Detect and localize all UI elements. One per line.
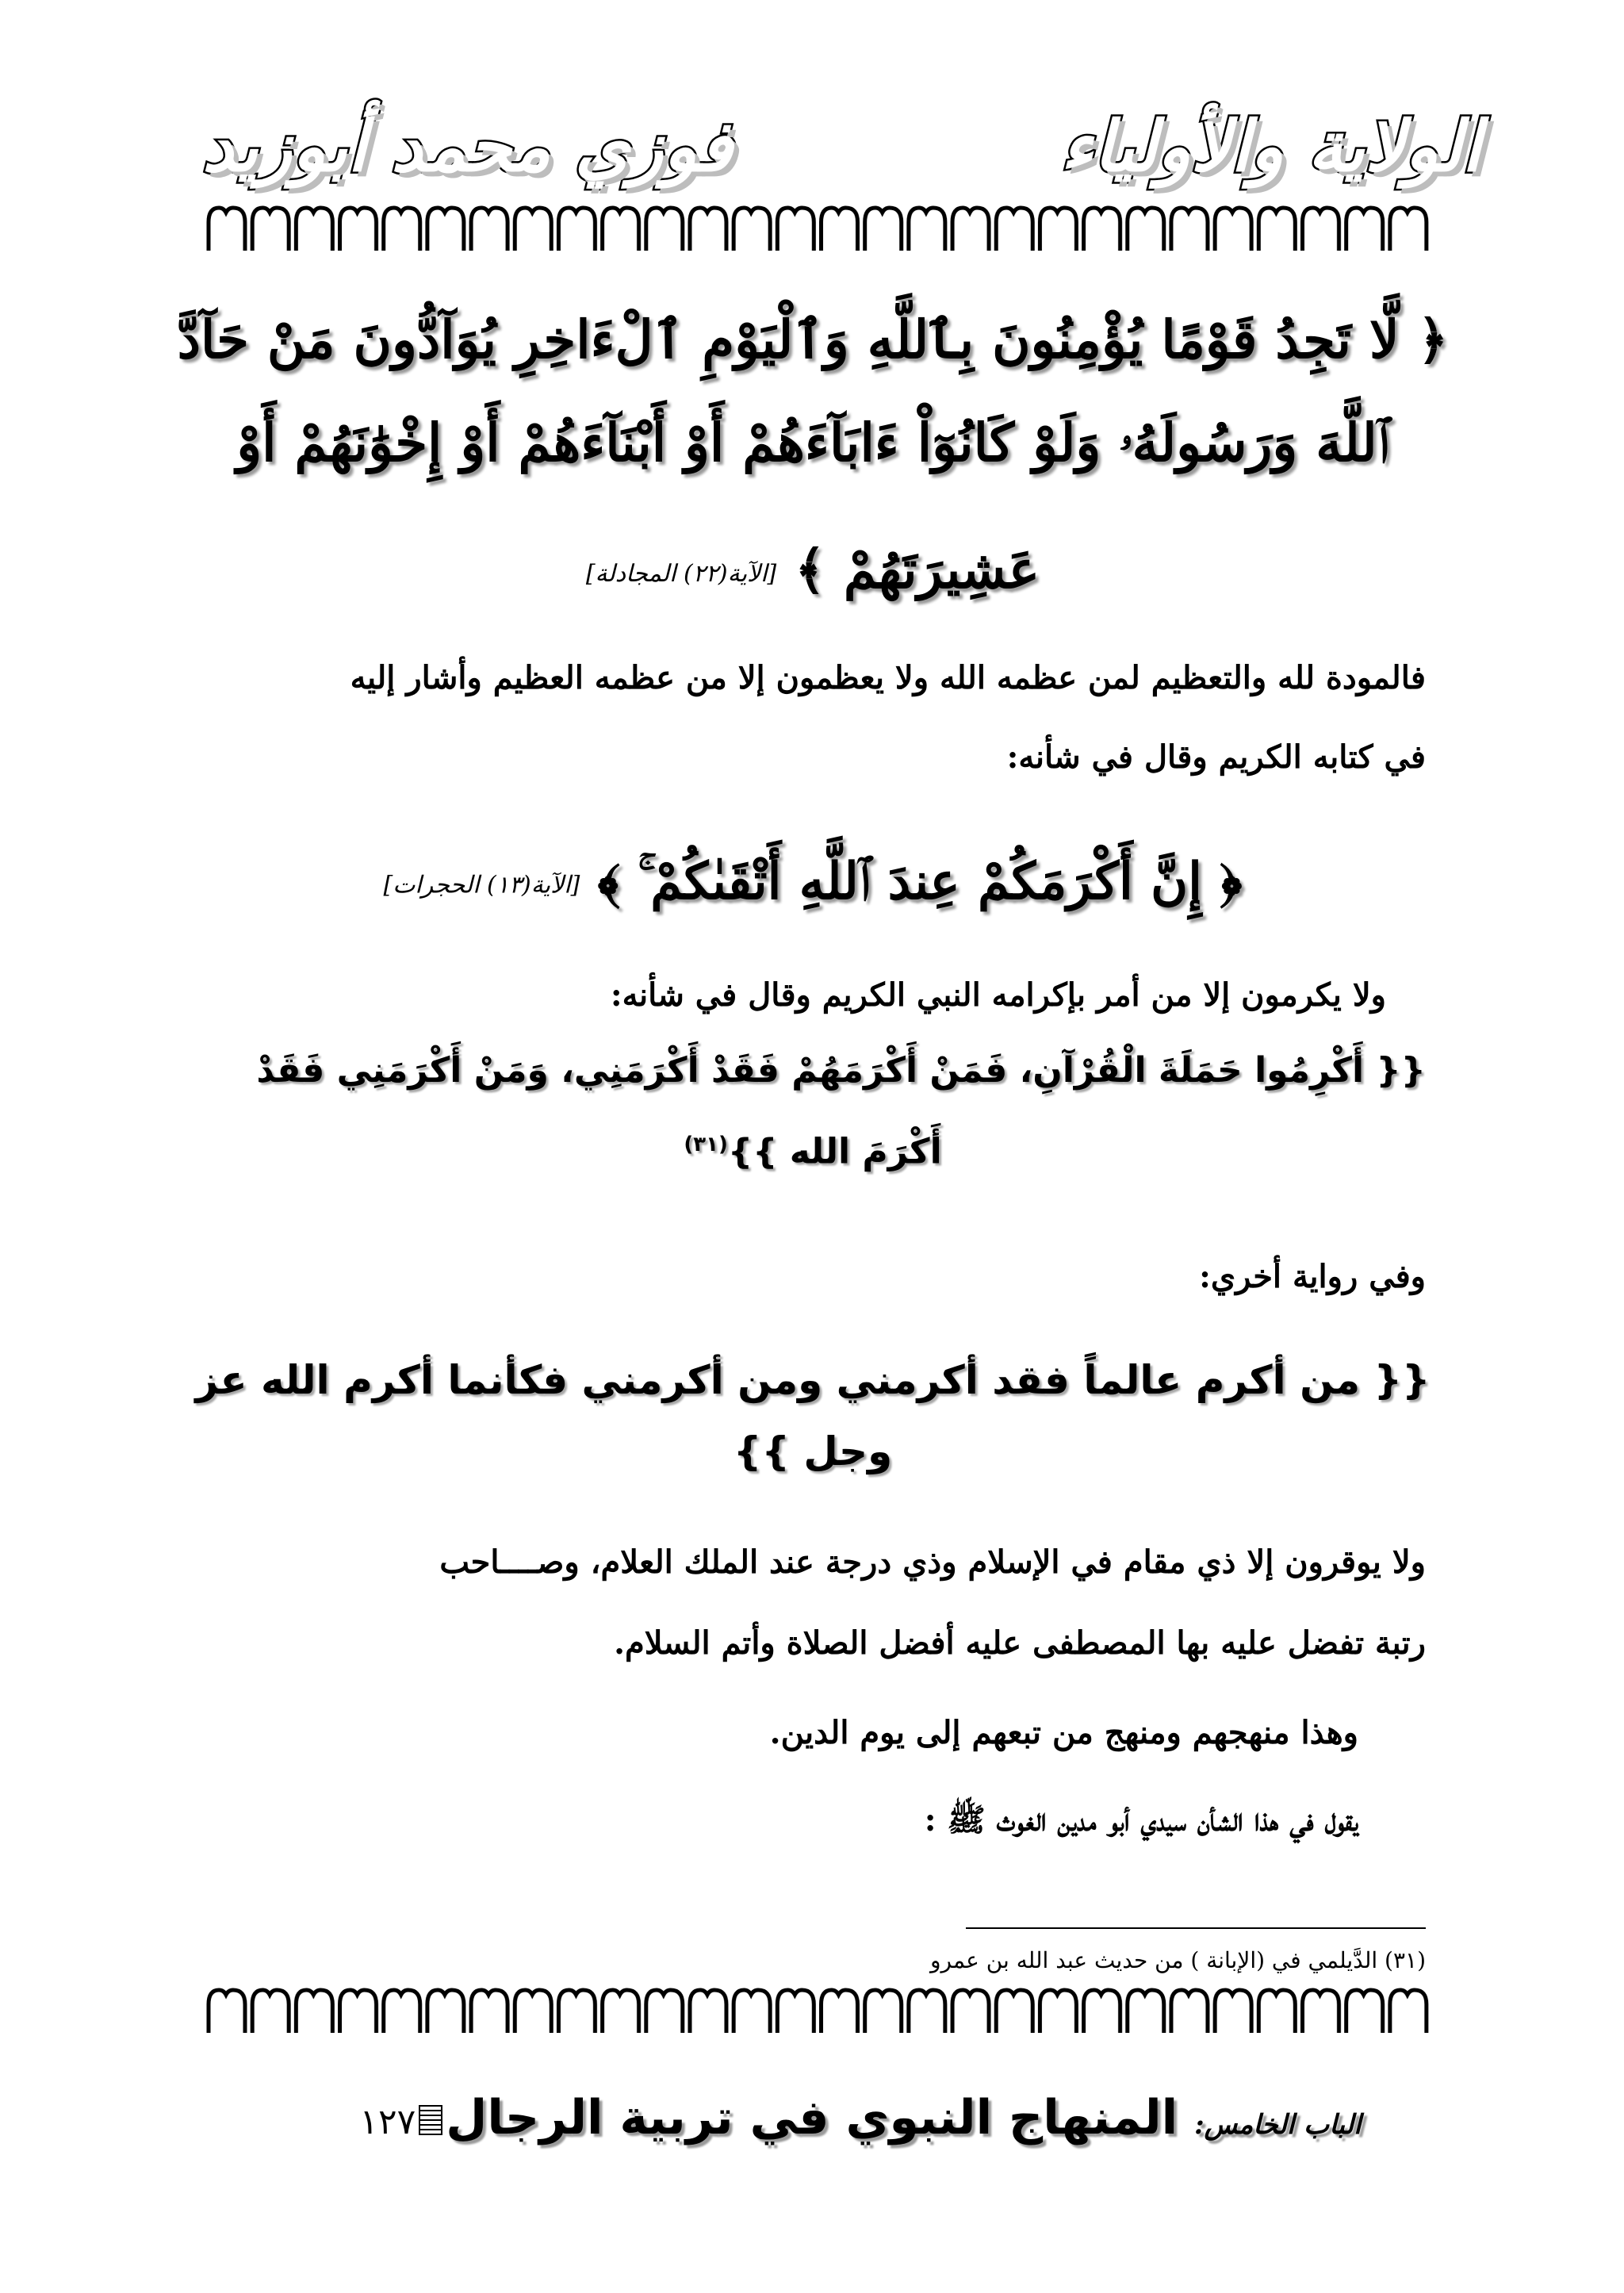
para-1-line-2: في كتابه الكريم وقال في شأنه: — [1006, 738, 1426, 776]
footnote-text: الدَّيلمي في (الإبانة ) من حديث عبد الله بن عمرو — [929, 1947, 1378, 1973]
para-1-line-1: فالمودة لله والتعظيم لمن عظمه الله ولا يعظمون إلا من عظمه العظيم وأشار إليه — [350, 659, 1426, 696]
footnote-number: (٣١) — [1385, 1947, 1426, 1973]
para-4-line-1: ولا يوقرون إلا ذي مقام في الإسلام وذي درجة عند الملك العلام، وصــــاحب — [439, 1543, 1426, 1581]
footnote — [929, 1947, 1426, 1973]
verse-2-text: ﴿ إِنَّ أَكْرَمَكُمْ عِندَ ٱللَّهِ أَتْقَىٰكُمْ ۚ ﴾ — [597, 852, 1243, 911]
verse-line-3-text: عَشِيرَتَهُمْ ﴾ — [795, 539, 1040, 600]
page-number: ١٢٧ — [359, 2102, 416, 2142]
verse2-citation: [الآية(١٣) الحجرات] — [383, 871, 580, 899]
footnote-rule — [966, 1927, 1426, 1929]
para-3: وفي رواية أخري: — [1199, 1258, 1426, 1295]
author-name: فوزي محمد أبوزيد — [202, 105, 733, 187]
hadith-1-line-1: {{ أَكْرِمُوا حَمَلَةَ الْقُرْآنِ، فَمَنْ أَكْرَمَهُمْ فَقَدْ أَكْرَمَنِي، وَمَنْ أَكْرَمَنِي فَقَدْ — [256, 1050, 1426, 1091]
verse-line-2: ٱللَّهَ وَرَسُولَهُۥ وَلَوْ كَانُوٓاْ ءَابَآءَهُمْ أَوْ أَبْنَآءَهُمْ أَوْ إِخْوَٰنَهُمْ أَوْ — [236, 412, 1389, 474]
para-4-line-2: رتبة تفضل عليه بها المصطفى عليه أفضل الصلاة وأتم السلام. — [614, 1624, 1426, 1662]
chapter-label: الباب الخامس: — [1194, 2109, 1362, 2141]
hadith-1-line-2-text: أَكْرَمَ الله }} — [727, 1131, 942, 1172]
para-5: وهذا منهجهم ومنهج من تبعهم إلى يوم الدين. — [769, 1714, 1358, 1751]
verse-line-1: ﴿ لَّا تَجِدُ قَوْمًا يُؤْمِنُونَ بِٱللَّهِ وَٱلْيَوْمِ ٱلْءَاخِرِ يُوَآدُّونَ مَنْ حَآدَّ — [177, 309, 1449, 370]
footnote-ref: (٣١) — [684, 1133, 728, 1156]
top-arch-divider — [206, 205, 1431, 252]
verse1-citation: [الآية(٢٢) المجادلة] — [585, 560, 777, 588]
para-2: ولا يكرمون إلا من أمر بإكرامه النبي الكريم وقال في شأنه: — [610, 976, 1386, 1014]
hadith-2-line-2: وجل }} — [733, 1428, 893, 1474]
hadith-2-line-1: {{ من أكرم عالماً فقد أكرمني ومن أكرمني فكأنما أكرم الله عز — [195, 1357, 1431, 1403]
hadith-1-line-2 — [143, 1131, 1483, 1172]
box-glyph-icon — [419, 2105, 442, 2135]
para-6: يقول في هذا الشأن سيدي أبو مدين الغوث ﷺ : — [924, 1801, 1358, 1839]
page-footer — [305, 2090, 1415, 2145]
chapter-title: المنهاج النبوي في تربية الرجال — [446, 2090, 1178, 2145]
bottom-arch-divider — [206, 1987, 1431, 2034]
verse-2 — [143, 852, 1483, 911]
verse-line-3 — [143, 539, 1483, 600]
book-title: الولاية والأولياء — [1060, 105, 1481, 187]
